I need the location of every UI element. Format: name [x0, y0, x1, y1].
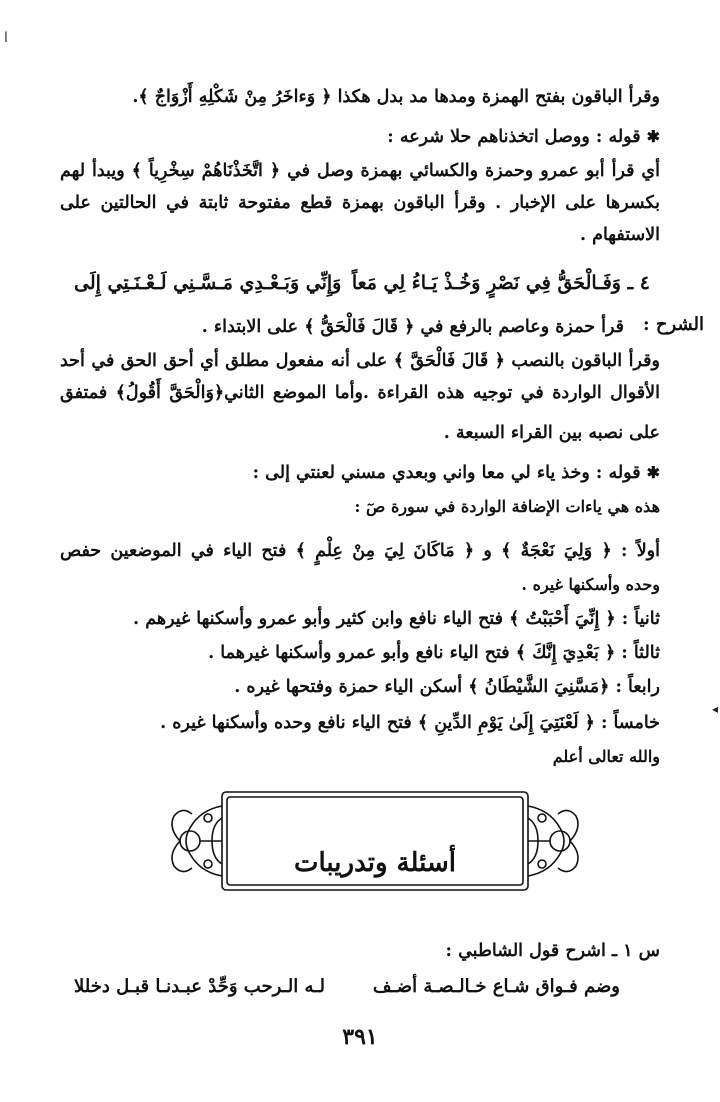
ornamental-frame: [160, 788, 590, 894]
edge-mark: ◂: [711, 702, 718, 716]
page-number: ٣٩١: [342, 1024, 378, 1050]
intro-line: هذه هي ياءات الإضافة الواردة في سورة صٓ :: [354, 497, 660, 516]
sharh-line-4: على نصبه بين القراء السبعة .: [443, 423, 660, 443]
qawluh-line-2: [253, 460, 660, 486]
item-1-cont: وحده وأسكنها غيره .: [521, 575, 660, 594]
qawluh-line-1: [387, 124, 660, 150]
sharh-line-2: وقرأ الباقون بالنصب ﴿ قَالَ فَالْحَقَّ ﴾ على أنه مفعول مطلق أي أحق الحق في أحد: [60, 351, 660, 371]
verse2-left-hemistich: لـه الـرحب وَحِّدْ عبـدنـا قبـل دخللا: [74, 976, 325, 997]
verse1-right-hemistich: ٤ ـ وَفَـالْحَقُّ فِي نَصْرٍ وَخُـذْ يَـاءُ لِي مَعاً: [351, 272, 650, 294]
paragraph-line-1: وقرأ الباقون بفتح الهمزة ومدها مد بدل هكذا ﴿ وَءاخَرُ مِنْ شَكْلِهِ أَزْوَاجٌ ﴾.: [132, 87, 660, 107]
sharh-line-3: الأقوال الواردة في توجيه هذه القراءة .وأما الموضع الثاني﴿وَالْحَقَّ أَقُولُ﴾ فمتفق: [60, 383, 660, 403]
closing-line: والله تعالى أعلم: [552, 747, 660, 766]
item-3: ثالثاً : ﴿ بَعْدِيَ إِنَّكَ ﴾ فتح الياء نافع وأبو عمرو وأسكنها غيرهما .: [208, 643, 660, 663]
qawluh-text-1: قوله : ووصل اتخذناهم حلا شرعه :: [387, 127, 641, 147]
paragraph-line-4: الاستفهام .: [579, 225, 660, 245]
verse2-right-hemistich: وضم فـواق شـاع خـالـصـة أضـف: [372, 976, 620, 997]
question-line: س ١ ـ اشرح قول الشاطبي :: [445, 941, 660, 961]
corner-mark: ا: [4, 30, 8, 46]
star-icon: ✱: [646, 127, 660, 146]
verse1-left-hemistich: وَإِنِّي وَبَـعْـدِي مَـسَّـنِي لَـعْـنَـتِي إِلَى: [74, 272, 342, 294]
item-5: خامساً : ﴿ لَعْنَتِيَ إِلَىٰ يَوْمِ الدِّينِ ﴾ فتح الياء نافع وحده وأسكنها غيره .: [160, 713, 660, 733]
sharh-line-1: قرأ حمزة وعاصم بالرفع في ﴿ قَالَ فَالْحَقُّ ﴾ على الابتداء .: [201, 317, 624, 337]
sharh-label: الشرح :: [642, 314, 704, 335]
paragraph-line-3: بكسرها على الإخبار . وقرأ الباقون بهمزة قطع مفتوحة ثابتة في الحالتين على: [60, 193, 660, 213]
item-1: أولاً : ﴿ وَلِيَ نَعْجَةٌ ﴾ و ﴿ مَاكَانَ لِيَ مِنْ عِلْمٍ ﴾ فتح الياء في الموضعين حفص: [60, 541, 660, 561]
item-2: ثانياً : ﴿ إِنِّيَ أَحْبَبْتُ ﴾ فتح الياء نافع وابن كثير وأبو عمرو وأسكنها غيرهم .: [133, 609, 660, 629]
section-title: أسئلة وتدريبات: [294, 848, 456, 878]
qawluh-text-2: قوله : وخذ ياء لي معا واني وبعدي مسني لعنتي إلى :: [252, 463, 641, 483]
star-icon-2: ✱: [646, 463, 660, 482]
paragraph-line-2: أي قرأ أبو عمرو وحمزة والكسائي بهمزة وصل في ﴿ اتَّخَذْنَاهُمْ سِخْرِياً ﴾ ويبدأ لهم: [60, 161, 660, 181]
item-4: رابعاً : ﴿مَسَّنِيَ الشَّيْطَانُ ﴾ أسكن الياء حمزة وفتحها غيره .: [234, 677, 660, 697]
